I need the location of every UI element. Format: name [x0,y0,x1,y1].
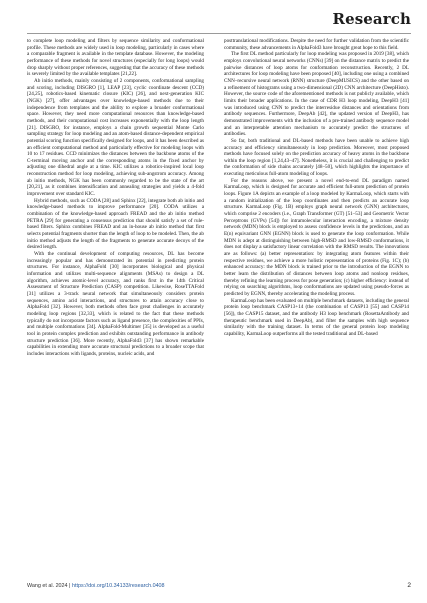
journal-brand: Research [332,10,411,28]
page-footer [27,583,411,593]
paragraph: The first DL method particularly for loop modeling was proposed in 2019 [38], which employs convolutional neural networks (CNNs) [39] on the distance matrix to predict the pairwise distances of loop atoms for conformation reconstruction. Recently, 2 DL architectures for loop modeling have been proposed [40], including one using a combined CNN–recursive neural network (RNN) structure (DeepMUSICS) and the other based on a refinement of histograms using a two-dimensional (2D) CNN architecture (DeepHisto). However, the source code of the aforementioned methods is not publicly available, which limits their broader applications. In the case of CDR H3 loop modeling, DeepH3 [41] was introduced using CNN to predict the interresidue distances and orientations from antibody sequences. Furthermore, DeepAb [42], the updated version of DeepH3, has demonstrated improvements with the inclusion of a pre-trained antibody sequence model and an interpretable attention mechanism to accurately predict the structures of antibodies. [224,51,409,138]
paragraph: Hybrid methods, such as CODA [28] and Sphinx [22], integrate both ab initio and knowledge-based methods to improve performance [20]. CODA utilizes a combination of the knowledge-based approach FREAD and the ab initio method PETRA [29] for generating a consensus prediction that should satisfy a set of rule-based filters. Sphinx combines FREAD and an in-house ab initio method that first selects potential fragments shorter than the length of loop to be modeled. Then, the ab initio method adjusts the length of the fragments to generate accurate decoys of the desired length. [27,197,204,251]
right-column [224,38,409,338]
paragraph: Ab initio methods, mainly consisting of 2 components, conformational sampling and scoring, including DISGRO [1], LEAP [23], cyclic coordinate descent (CCD) [24,25], robotics-based kinematic closure (KIC) [26], and next-generation KIC (NGK) [27], offer advantages over knowledge-based methods due to their independence from templates and the ability to explore a broader conformational space. However, they need more computational resources than knowledge-based methods, and their computational cost increases exponentially with the loop length [21]. DISGRO, for instance, employs a chain growth sequential Monte Carlo sampling strategy for loop modeling and an atom-based distance-dependent empirical potential scoring function specifically designed for loops, and it has been described as an efficient computational method and particularly effective for modeling loops with 10 to 17 residues. CCD minimizes the distances between the backbone atoms of the C-terminal moving anchor and the corresponding atoms in the fixed anchor by adjusting one dihedral angle at a time. KIC utilizes a robotics-inspired local loop reconstruction method for loop modeling, achieving sub-angstrom accuracy. Among ab initio methods, NGK has been commonly regarded to be the state of the art [20,21], as it combines intensification and annealing strategies and yields a 4-fold improvement over standard KIC. [27,77,204,198]
paragraph: posttranslational modifications. Despite the need for further validation from the scientific community, these advancements in AlphaFold3 have brought great hope to this field. [224,38,409,51]
left-column [27,38,204,358]
page-number: 2 [407,582,411,589]
citation-line [27,583,165,589]
doi-link[interactable]: https://doi.org/10.34133/research.0408 [71,583,165,589]
paragraph: With the continual development of computing resources, DL has become increasingly popular and has demonstrated its potential in predicting protein structures. For instance, AlphaFold [30] incorporates biological and physical information and utilizes multi-sequence alignments (MSAs) to design a DL algorithm, achieves atomic-level accuracy, and ranks first in the 14th Critical Assessment of Structure Prediction (CASP) competition. Likewise, RoseTTAFold [31] utilizes a 3-track neural network that simultaneously considers protein sequences, amino acid interactions, and structures to attain accuracy close to AlphaFold [32]. However, both methods often face great challenges in accurately modeling loop regions [32,33], which is related to the fact that these methods typically do not incorporate factors such as ligand presence, the complexities of PPIs, and multiple conformations [34]. AlphaFold-Multimer [35] is developed as a useful tool in protein complex prediction and exhibits outstanding performance in antibody structure prediction [36]. More recently, AlphaFold3 [37] has shown remarkable capabilities in extending more accurate structural predictions to a broader scope that includes interactions with ligands, proteins, nucleic acids, and [27,251,204,357]
paragraph: to complete loop modeling and filters by sequence similarity and conformational profile. These methods are widely used in loop modeling, particularly in cases where a comparable fragment is available in the template database. However, the modeling performance of these methods for novel structures (especially for long loops) would drop sharply without proper references, suggesting that the accuracy of these methods is severely limited by the available templates [21,22]. [27,38,204,78]
paragraph: So far, both traditional and DL-based methods have been unable to achieve high accuracy and efficiency simultaneously in loop prediction. Moreover, most proposed methods have focused solely on the prediction accuracy of heavy atoms in the backbone within the loop region [1,24,43–47]. Nonetheless, it is crucial and challenging to predict the conformation of side chains accurately [48–50], which highlights the importance of executing meticulous full-atom modeling of loops. [224,137,409,178]
header-divider [27,33,411,34]
paragraph: For the reasons above, we present a novel end-to-end DL paradigm named KarmaLoop, which is designed for accurate and efficient full-atom prediction of protein loops. Figure 1A depicts an example of a loop modeled by KarmaLoop, which starts with a random initialization of the loop coordinates and then predicts an accurate loop structure. KarmaLoop (Fig. 1B) employs graph neural network (GNN) architectures, which comprise 2 encoders (i.e., Graph Transformer (GT) [51–53] and Geometric Vector Perceptrons (GVPs) [54]) for intramolecular interaction encoding, a mixture density network (MDN) block is employed to assess confidence levels in the predictions, and an E(n) equivariant GNN (EGNN) block is used to generate the loop conformation. While MDN is adept at distinguishing between high-RMSD and low-RMSD conformations, it does not display a satisfactory linear correlation with the RMSD results. The innovations are as follows: (a) better representation: by integrating atom features within their respective residues, we achieve a more holistic representation of proteins (Fig. 1C); (b) enhanced accuracy: the MDN block is trained prior to the introduction of the EGNN to better learn the distribution of distances between loop atoms and nonloop residues, thereby refining the learning process for pose generation; (c) higher efficiency: instead of relying on searching algorithms, loop conformations are updated using pseudo-forces as predicted by EGNN, thereby accelerating the modeling process. [224,177,409,297]
citation-prefix: Wang et al. 2024 | [27,583,72,589]
paragraph: KarmaLoop has been evaluated on multiple benchmark datasets, including the general protein loop benchmark CASP13+14 (the combination of CASP13 [55] and CASP14 [56]), the CASP15 dataset, and the antibody H3 loop benchmark (RosettaAntibody and therapeutic benchmark used in DeepAb), and filter the samples with high sequence similarity with the training dataset. In terms of the general protein loop modeling capability, KarmaLoop outperforms all the tested traditional and DL-based [224,297,409,337]
page-header [0,0,427,30]
